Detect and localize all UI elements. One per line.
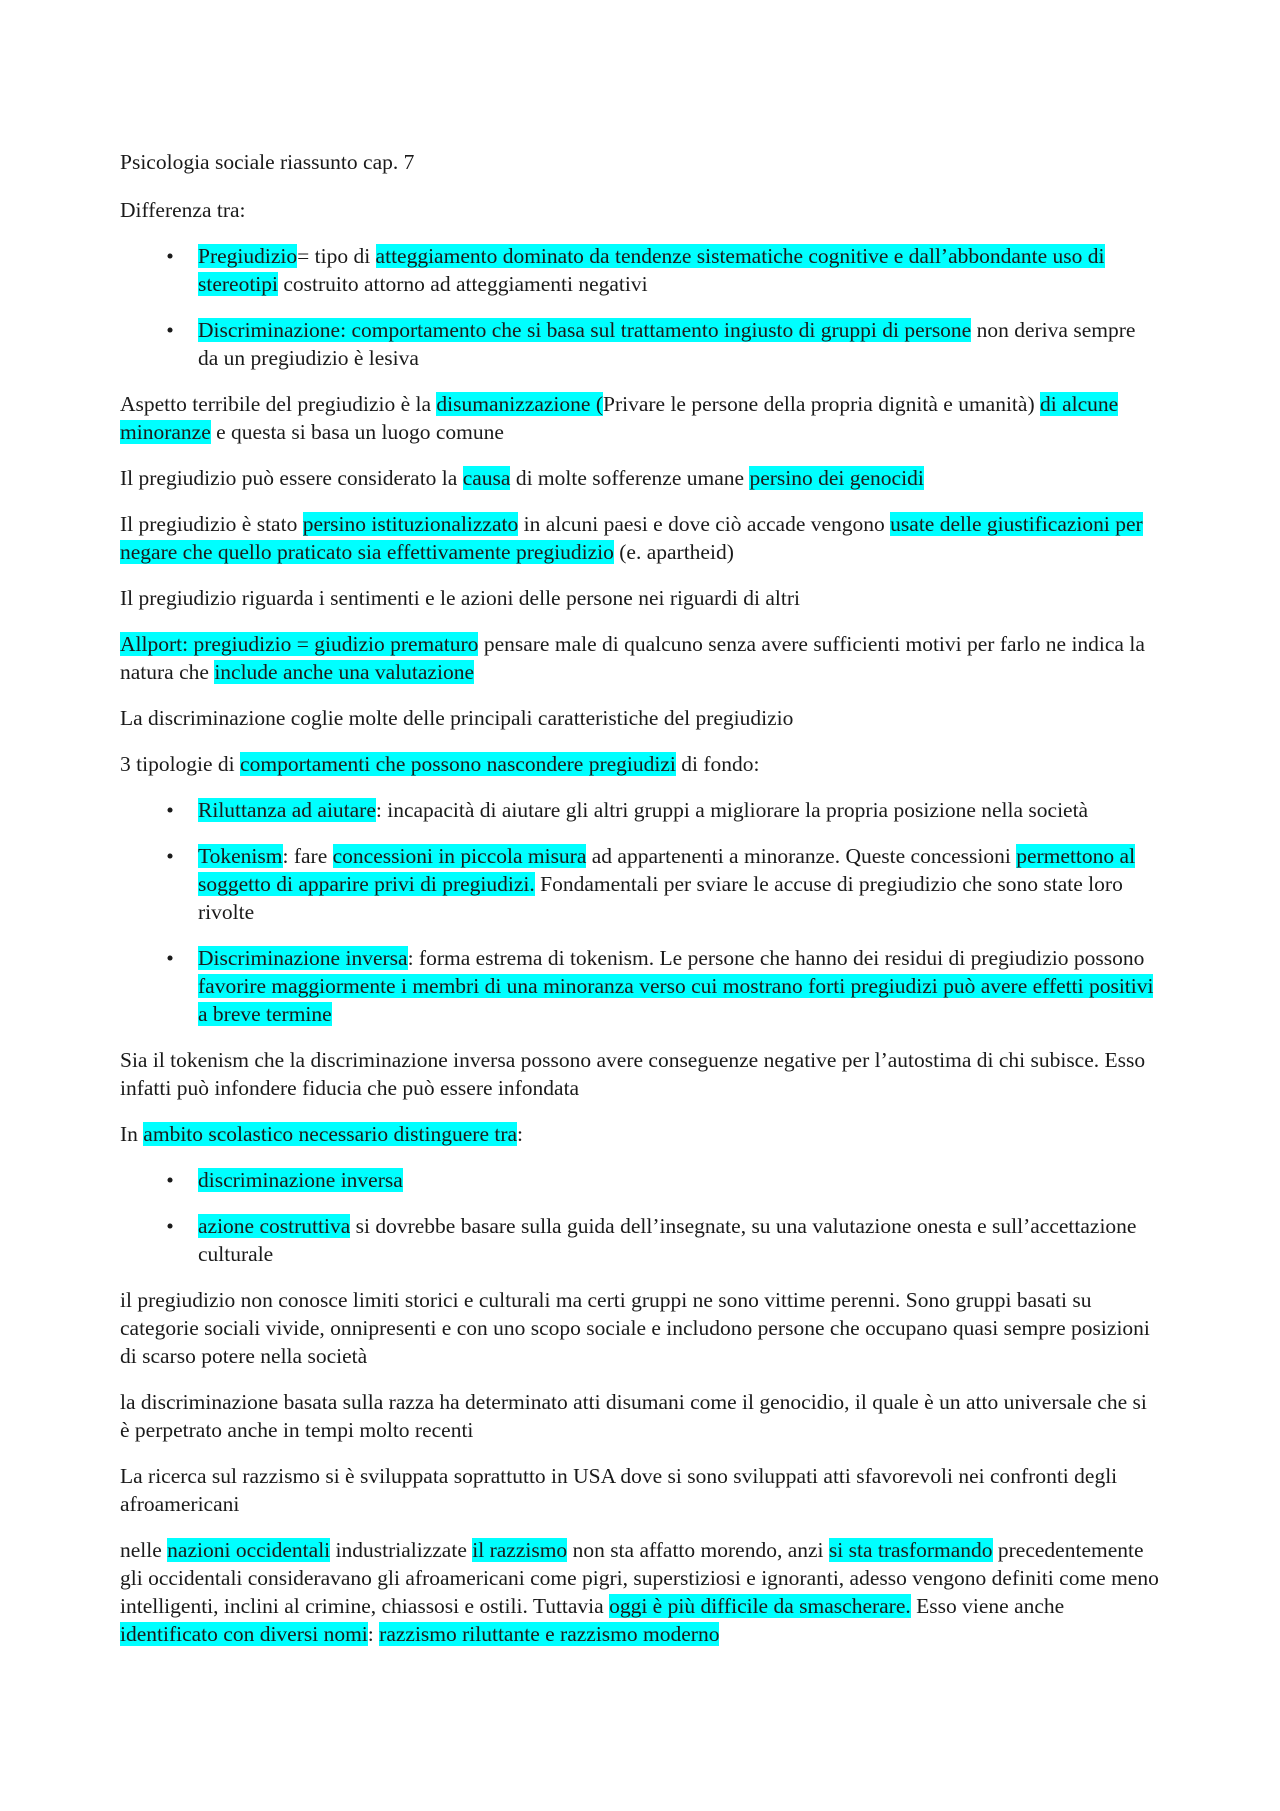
text-run: : — [367, 1622, 380, 1646]
highlighted-text: si sta trasformando — [828, 1538, 993, 1562]
list-item — [120, 1212, 1160, 1268]
text-run: 3 tipologie di — [120, 752, 241, 776]
highlighted-text: Pregiudizio — [198, 244, 298, 268]
text-run: nelle — [120, 1538, 168, 1562]
bullet-list — [120, 796, 1160, 1028]
bullet-icon: • — [166, 244, 174, 268]
bullet-icon: • — [166, 318, 174, 342]
text-run: la discriminazione basata sulla razza ha determinato atti disumani come il genocidio, il quale è un atto universale che si è perpetrato anche in tempi molto recenti — [120, 1390, 1147, 1442]
paragraph — [120, 1286, 1160, 1370]
text-run: (e. apartheid) — [613, 540, 734, 564]
paragraph — [120, 1536, 1160, 1648]
document-content — [120, 196, 1160, 1648]
text-run: : incapacità di aiutare gli altri gruppi a migliorare la propria posizione nella società — [375, 798, 1089, 822]
highlighted-text: concessioni in piccola misura — [332, 844, 587, 868]
paragraph — [120, 630, 1160, 686]
highlighted-text: disumanizzazione ( — [436, 392, 603, 416]
bullet-icon: • — [166, 946, 174, 970]
list-item — [120, 1166, 1160, 1194]
text-run: : forma estrema di tokenism. Le persone che hanno dei residui di pregiudizio possono — [407, 946, 1145, 970]
paragraph — [120, 584, 1160, 612]
text-run: non sta affatto morendo, anzi — [567, 1538, 829, 1562]
text-run: Il pregiudizio è stato — [120, 512, 303, 536]
highlighted-text: il razzismo — [472, 1538, 568, 1562]
text-run: Il pregiudizio riguarda i sentimenti e le azioni delle persone nei riguardi di altri — [120, 586, 801, 610]
highlighted-text: Discriminazione: comportamento che si basa sul trattamento ingiusto di gruppi di persone — [198, 318, 972, 342]
highlighted-text: Discriminazione inversa — [198, 946, 408, 970]
text-run: La ricerca sul razzismo si è sviluppata soprattutto in USA dove si sono sviluppati atti sfavorevoli nei confronti degli afroamericani — [120, 1464, 1118, 1516]
list-item — [120, 842, 1160, 926]
highlighted-text: identificato con diversi nomi — [120, 1622, 368, 1646]
highlighted-text: Tokenism — [198, 844, 283, 868]
text-run: : — [517, 1122, 524, 1146]
highlighted-text: persino istituzionalizzato — [302, 512, 519, 536]
text-run: di molte sofferenze umane — [510, 466, 750, 490]
bullet-list — [120, 1166, 1160, 1268]
highlighted-text: di alcune minoranze — [120, 392, 1119, 444]
text-run: La discriminazione coglie molte delle principali caratteristiche del pregiudizio — [120, 706, 794, 730]
highlighted-text: include anche una valutazione — [214, 660, 474, 684]
highlighted-text: usate delle giustificazioni per negare che quello praticato sia effettivamente pregiudizio — [120, 512, 1143, 564]
text-run: Aspetto terribile del pregiudizio è la — [120, 392, 437, 416]
highlighted-text: oggi è più difficile da smascherare. — [609, 1594, 911, 1618]
highlighted-text: causa — [462, 466, 511, 490]
paragraph — [120, 704, 1160, 732]
text-run: industrializzate — [330, 1538, 473, 1562]
text-run: e questa si basa un luogo comune — [210, 420, 504, 444]
highlighted-text: discriminazione inversa — [198, 1168, 403, 1192]
text-run: in alcuni paesi e dove ciò accade vengono — [518, 512, 891, 536]
paragraph — [120, 464, 1160, 492]
text-run: Fondamentali per sviare le accuse di pregiudizio che sono state loro rivolte — [198, 872, 1123, 924]
text-run: non deriva sempre da un pregiudizio è lesiva — [198, 318, 1136, 370]
list-item — [120, 242, 1160, 298]
highlighted-text: comportamenti che possono nascondere pregiudizi — [240, 752, 676, 776]
list-item — [120, 944, 1160, 1028]
page-title: Psicologia sociale riassunto cap. 7 — [120, 150, 415, 174]
highlighted-text: nazioni occidentali — [167, 1538, 331, 1562]
list-item — [120, 316, 1160, 372]
paragraph — [120, 1046, 1160, 1102]
bullet-icon: • — [166, 1214, 174, 1238]
paragraph — [120, 750, 1160, 778]
text-run: = tipo di — [297, 244, 376, 268]
highlighted-text: favorire maggiormente i membri di una minoranza verso cui mostrano forti pregiudizi può avere effetti positivi a breve termine — [198, 974, 1154, 1026]
highlighted-text: Allport: pregiudizio = giudizio prematuro — [120, 632, 479, 656]
text-run: il pregiudizio non conosce limiti storici e culturali ma certi gruppi ne sono vittime perenni. Sono gruppi basati su categorie sociali vivide, onnipresenti e con uno scopo sociale e includono persone che occupano quasi sempre posizioni di scarso potere nella società — [120, 1288, 1150, 1368]
highlighted-text: razzismo riluttante e razzismo moderno — [379, 1622, 720, 1646]
text-run: ad appartenenti a minoranze. Queste concessioni — [586, 844, 1017, 868]
text-run: : fare — [282, 844, 333, 868]
text-run: costruito attorno ad atteggiamenti negativi — [278, 272, 648, 296]
highlighted-text: azione costruttiva — [198, 1214, 351, 1238]
text-run: Sia il tokenism che la discriminazione inversa possono avere conseguenze negative per l’autostima di chi subisce. Esso infatti può infondere fiducia che può essere infondata — [120, 1048, 1146, 1100]
paragraph — [120, 1462, 1160, 1518]
text-run: Privare le persone della propria dignità e umanità) — [602, 392, 1040, 416]
text-run: pensare male di qualcuno senza avere sufficienti motivi per farlo ne indica la natura che — [120, 632, 1145, 684]
text-run: In — [120, 1122, 144, 1146]
highlighted-text: permettono al soggetto di apparire privi di pregiudizi. — [198, 844, 1136, 896]
paragraph — [120, 1388, 1160, 1444]
text-run: di fondo: — [675, 752, 760, 776]
paragraph — [120, 196, 1160, 224]
bullet-icon: • — [166, 798, 174, 822]
bullet-list — [120, 242, 1160, 372]
paragraph — [120, 510, 1160, 566]
highlighted-text: atteggiamento dominato da tendenze sistematiche cognitive e dall’abbondante uso di stereotipi — [198, 244, 1105, 296]
highlighted-text: persino dei genocidi — [749, 466, 924, 490]
text-run: Esso viene anche — [910, 1594, 1065, 1618]
text-run: si dovrebbe basare sulla guida dell’insegnate, su una valutazione onesta e sull’accettazione culturale — [198, 1214, 1137, 1266]
text-run: Il pregiudizio può essere considerato la — [120, 466, 463, 490]
text-run: Differenza tra: — [120, 198, 246, 222]
bullet-icon: • — [166, 844, 174, 868]
paragraph — [120, 390, 1160, 446]
document-body — [120, 148, 1160, 1648]
highlighted-text: ambito scolastico necessario distinguere tra — [143, 1122, 518, 1146]
highlighted-text: Riluttanza ad aiutare — [198, 798, 376, 822]
bullet-icon: • — [166, 1168, 174, 1192]
text-run: precedentemente gli occidentali consideravano gli afroamericani come pigri, superstiziosi e ignoranti, adesso vengono definiti come meno intelligenti, inclini al crimine, chiassosi e ostili. Tuttavia — [120, 1538, 1159, 1618]
list-item — [120, 796, 1160, 824]
paragraph — [120, 1120, 1160, 1148]
